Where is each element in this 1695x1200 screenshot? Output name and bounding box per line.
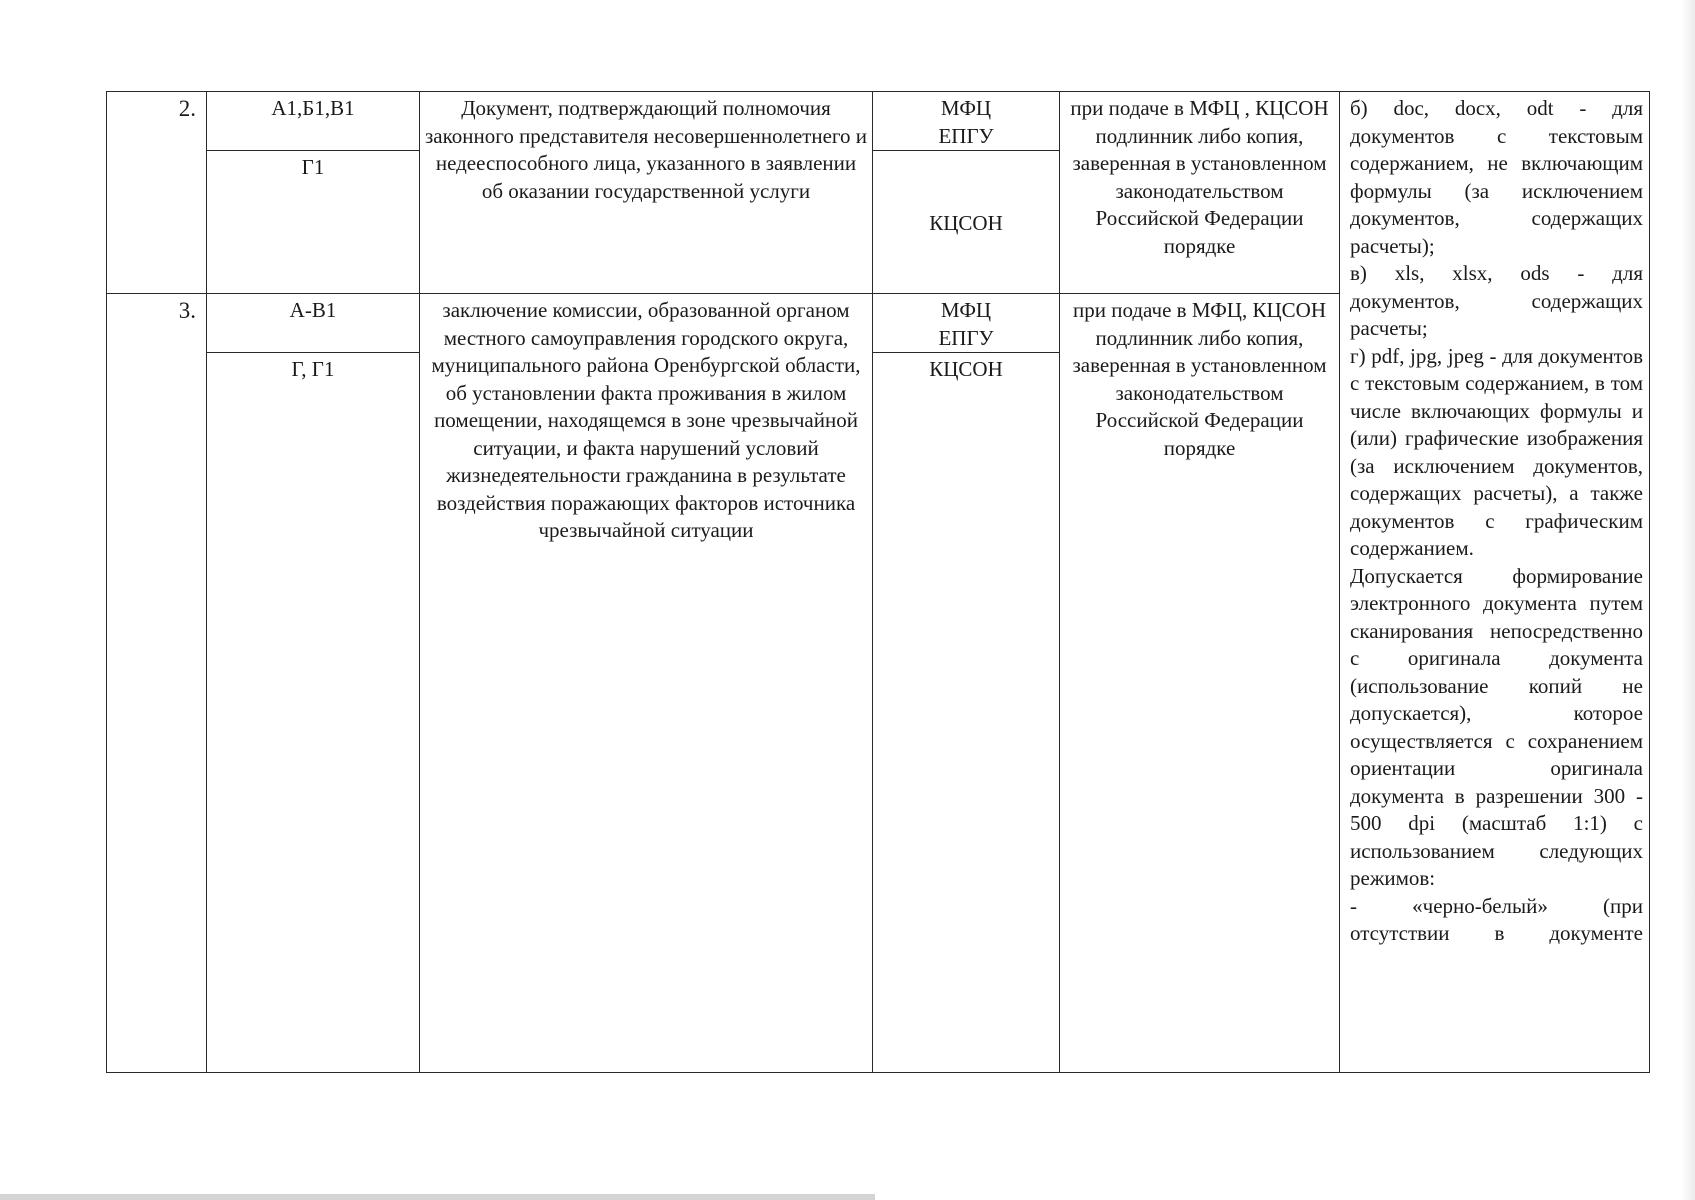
category-cell: Г1 (207, 151, 420, 294)
table-row (107, 92, 1650, 151)
submission-form-cell: при подаче в МФЦ , КЦСОН подлинник либо копия, заверенная в установленном законодательством Российской Федерации порядке (1060, 92, 1340, 294)
row-number: 2. (107, 92, 207, 294)
scan-mode-item: - «черно-белый» (при отсутствии в документе (1350, 893, 1643, 945)
format-item-g: г) pdf, jpg, jpeg - для документов с текстовым содержанием, в том числе включающих формулы и (или) графические изображения (за исключением документов, содержащих расчеты), а также документов с графическим содержанием. (1350, 343, 1643, 560)
submission-channel-cell: КЦСОН (873, 151, 1060, 294)
category-cell: А1,Б1,В1 (207, 92, 420, 151)
row-number: 3. (107, 294, 207, 1073)
format-item-v: в) xls, xlsx, ods - для документов, содержащих расчеты; (1350, 261, 1643, 340)
document-name-cell: заключение комиссии, образованной органом местного самоуправления городского округа, муниципального района Оренбургской области, об установлении факта проживания в жилом помещении, находящемся в зоне чрезвычайной ситуации, и факта нарушений условий жизнедеятельности гражданина в результате воздействия поражающих факторов источника чрезвычайной ситуации (420, 294, 873, 1073)
format-item-b: б) doc, docx, odt - для документов с текстовым содержанием, не включающим формулы (за исключением документов, содержащих расчеты); (1350, 96, 1643, 258)
file-format-requirements-cell (1340, 92, 1650, 1073)
submission-channel-cell: МФЦ ЕПГУ (873, 294, 1060, 353)
submission-form-cell: при подаче в МФЦ, КЦСОН подлинник либо копия, заверенная в установленном законодательством Российской Федерации порядке (1060, 294, 1340, 1073)
scan-requirements-text: Допускается формирование электронного документа путем сканирования непосредственно с оригинала документа (использование копий не допускается), которое осуществляется с сохранением ориентации оригинала документа в разрешении 300 - 500 dpi (масштаб 1:1) с использованием следующих режимов: (1350, 563, 1643, 890)
category-cell: Г, Г1 (207, 353, 420, 1073)
documents-table (106, 91, 1650, 1073)
submission-channel-cell: МФЦ ЕПГУ (873, 92, 1060, 151)
scan-artifact-bar (0, 1194, 875, 1200)
category-cell: А-В1 (207, 294, 420, 353)
document-name-cell: Документ, подтверждающий полномочия законного представителя несовершеннолетнего и недееспособного лица, указанного в заявлении об оказании государственной услуги (420, 92, 873, 294)
scan-edge-shadow (1681, 0, 1695, 1200)
submission-channel-cell: КЦСОН (873, 353, 1060, 1073)
